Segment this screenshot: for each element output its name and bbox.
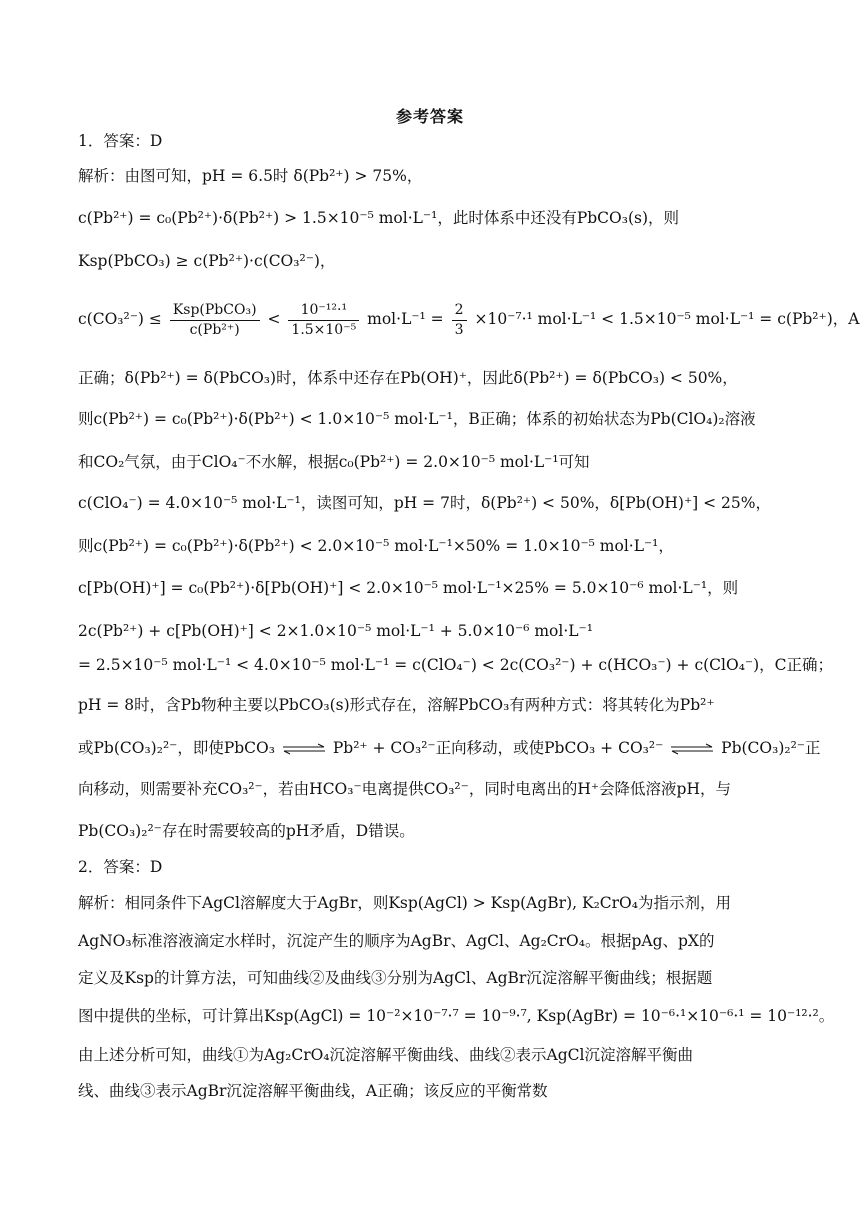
line14-part-c: Pb(CO₃)₂²⁻正 [721,739,821,757]
q2-text-line-2: AgNO₃标准溶液滴定水样时，沉淀产生的顺序为AgBr、AgCl、Ag₂CrO₄。根据pAg、pX的 [78,932,715,950]
q2-text-line-6: 线、曲线③表示AgBr沉淀溶解平衡曲线，A正确；该反应的平衡常数 [78,1082,548,1100]
fraction-denominator: 1.5×10⁻⁵ [291,321,357,338]
eq-rhs: ×10⁻⁷·¹ mol·L⁻¹ < 1.5×10⁻⁵ mol·L⁻¹ = c(Pb²⁺)，A [474,310,860,328]
q1-text-line-5: 正确；δ(Pb²⁺) = δ(PbCO₃)时，体系中还存在Pb(OH)⁺，因此δ(Pb²⁺) = δ(PbCO₃) < 50%， [78,369,738,387]
q2-text-line-5: 由上述分析可知，曲线①为Ag₂CrO₄沉淀溶解平衡曲线、曲线②表示AgCl沉淀溶解平衡曲 [78,1046,693,1064]
q1-text-line-1: 解析：由图可知，pH = 6.5时 δ(Pb²⁺) > 75%， [78,167,423,185]
q1-text-line-15: 向移动，则需要补充CO₃²⁻，若由HCO₃⁻电离提供CO₃²⁻，同时电离出的H⁺会降低溶液pH，与 [78,780,731,798]
equilibrium-arrow-icon [282,743,326,755]
q1-text-line-7: 和CO₂气氛，由于ClO₄⁻不水解，根据c₀(Pb²⁺) = 2.0×10⁻⁵ mol·L⁻¹可知 [78,453,590,471]
q1-text-line-11: 2c(Pb²⁺) + c[Pb(OH)⁺] < 2×1.0×10⁻⁵ mol·L⁻¹ + 5.0×10⁻⁶ mol·L⁻¹ [78,622,593,640]
numeric-fraction [288,301,359,340]
eq-lhs: c(CO₃²⁻) ≤ [78,310,162,328]
q1-text-line-16: Pb(CO₃)₂²⁻存在时需要较高的pH矛盾，D错误。 [78,822,415,840]
q1-text-line-13: pH = 8时，含Pb物种主要以PbCO₃(s)形式存在，溶解PbCO₃有两种方式：将其转化为Pb²⁺ [78,696,715,714]
fraction-numerator: Ksp(PbCO₃) [170,301,260,321]
fraction-denominator: 3 [454,321,464,338]
page-title: 参考答案 [395,107,464,126]
unit-equals: mol·L⁻¹ = [367,310,444,328]
q1-text-line-10: c[Pb(OH)⁺] = c₀(Pb²⁺)·δ[Pb(OH)⁺] < 2.0×10⁻⁵ mol·L⁻¹×25% = 5.0×10⁻⁶ mol·L⁻¹，则 [78,579,739,597]
q2-answer: 2．答案：D [78,858,163,876]
q1-fraction-equation [78,298,860,340]
q2-text-line-3: 定义及Ksp的计算方法，可知曲线②及曲线③分别为AgCl、AgBr沉淀溶解平衡曲线；根据题 [78,969,713,987]
q1-text-line-2: c(Pb²⁺) = c₀(Pb²⁺)·δ(Pb²⁺) > 1.5×10⁻⁵ mol·L⁻¹，此时体系中还没有PbCO₃(s)，则 [78,209,680,227]
q1-text-line-14 [78,737,821,759]
fraction-numerator: 10⁻¹²·¹ [288,301,359,321]
q1-text-line-3: Ksp(PbCO₃) ≥ c(Pb²⁺)·c(CO₃²⁻)， [78,252,336,270]
q1-text-line-9: 则c(Pb²⁺) = c₀(Pb²⁺)·δ(Pb²⁺) < 2.0×10⁻⁵ mol·L⁻¹×50% = 1.0×10⁻⁵ mol·L⁻¹， [78,537,674,555]
fraction-denominator: c(Pb²⁺) [189,321,240,338]
ksp-over-cpb-fraction [170,301,260,340]
fraction-numerator: 2 [452,301,467,321]
line14-part-a: 或Pb(CO₃)₂²⁻，即使PbCO₃ [78,739,275,757]
q1-answer: 1．答案：D [78,132,163,150]
equilibrium-arrow-icon [670,743,714,755]
q1-text-line-12: = 2.5×10⁻⁵ mol·L⁻¹ < 4.0×10⁻⁵ mol·L⁻¹ = c(ClO₄⁻) < 2c(CO₃²⁻) + c(HCO₃⁻) + c(ClO₄⁻)，C正确； [78,656,834,674]
q2-text-line-4: 图中提供的坐标，可计算出Ksp(AgCl) = 10⁻²×10⁻⁷·⁷ = 10⁻⁹·⁷, Ksp(AgBr) = 10⁻⁶·¹×10⁻⁶·¹ = 10⁻¹²·²。 [78,1007,835,1025]
two-thirds-fraction [452,301,467,340]
line14-part-b: Pb²⁺ + CO₃²⁻正向移动，或使PbCO₃ + CO₃²⁻ [332,739,664,757]
q2-text-line-1: 解析：相同条件下AgCl溶解度大于AgBr，则Ksp(AgCl) > Ksp(AgBr), K₂CrO₄为指示剂，用 [78,894,731,912]
q1-text-line-8: c(ClO₄⁻) = 4.0×10⁻⁵ mol·L⁻¹，读图可知，pH = 7时，δ(Pb²⁺) < 50%，δ[Pb(OH)⁺] < 25%， [78,494,771,512]
q1-text-line-6: 则c(Pb²⁺) = c₀(Pb²⁺)·δ(Pb²⁺) < 1.0×10⁻⁵ mol·L⁻¹，B正确；体系的初始状态为Pb(ClO₄)₂溶液 [78,410,756,428]
less-than-sign: < [267,310,281,328]
